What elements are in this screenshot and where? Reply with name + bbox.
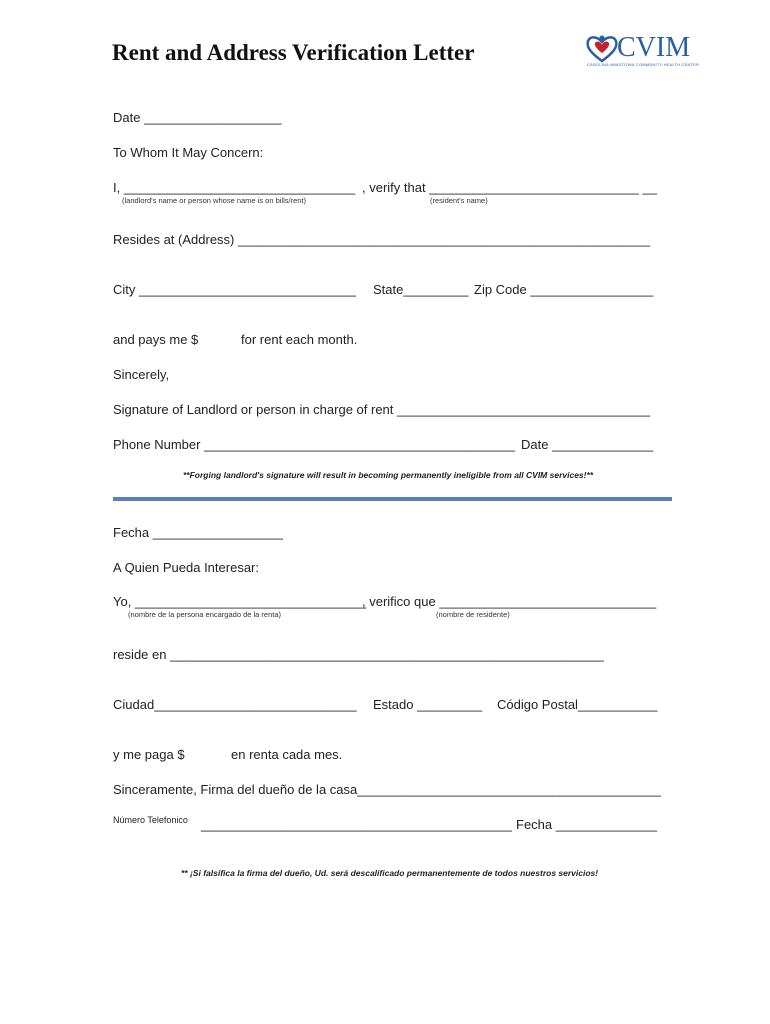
residente-hint: (nombre de residente) xyxy=(436,610,510,619)
resident-hint: (resident's name) xyxy=(430,196,488,205)
forgery-warning: **Forging landlord's signature will result in becoming permanently ineligible from all CVIM services!** xyxy=(183,470,594,480)
city-field[interactable]: City ______________________________ xyxy=(113,282,356,297)
saludo: A Quien Pueda Interesar: xyxy=(113,560,259,575)
heart-logo-icon xyxy=(585,34,619,64)
landlord-name-field[interactable]: I, ________________________________ xyxy=(113,180,356,195)
landlord-hint: (landlord's name or person whose name is on bills/rent) xyxy=(122,196,307,205)
phone-field[interactable]: Phone Number ___________________________________________ xyxy=(113,437,515,452)
codigo-postal-field[interactable]: Código Postal___________ xyxy=(497,697,658,712)
direccion-field[interactable]: reside en ____________________________________________________________ xyxy=(113,647,604,662)
date-field[interactable]: Date ___________________ xyxy=(113,110,282,125)
nombre-dueno-field[interactable]: Yo, ________________________________ xyxy=(113,594,367,609)
dueno-hint: (nombre de la persona encargado de la renta) xyxy=(128,610,282,619)
rent-amount-label[interactable]: and pays me $ xyxy=(113,332,199,347)
ciudad-field[interactable]: Ciudad____________________________ xyxy=(113,697,357,712)
telefono-field[interactable]: ___________________________________________ xyxy=(201,817,512,832)
rent-frequency-label: for rent each month. xyxy=(241,332,358,347)
monto-renta-label[interactable]: y me paga $ xyxy=(113,747,185,762)
address-field[interactable]: Resides at (Address) _________________________________________________________ xyxy=(113,232,651,247)
sincerely-label: Sincerely, xyxy=(113,367,170,382)
telefono-label: Número Telefonico xyxy=(113,815,188,825)
state-field[interactable]: State_________ xyxy=(373,282,469,297)
estado-field[interactable]: Estado _________ xyxy=(373,697,483,712)
fecha-field[interactable]: Fecha __________________ xyxy=(113,525,283,540)
zip-field[interactable]: Zip Code _________________ xyxy=(474,282,654,297)
nombre-residente-field[interactable]: , verifico que ______________________________ xyxy=(362,594,657,609)
section-divider xyxy=(113,497,672,501)
cvim-logo xyxy=(585,32,700,72)
fecha-firma-field[interactable]: Fecha ______________ xyxy=(516,817,657,832)
signature-date-field[interactable]: Date ______________ xyxy=(521,437,654,452)
logo-tagline: CAROLINA WINDTOWN COMMUNITY HEALTH CENTER xyxy=(587,62,700,67)
logo-text: CVIM xyxy=(617,32,691,63)
landlord-signature-field[interactable]: Signature of Landlord or person in charge of rent ___________________________________ xyxy=(113,402,651,417)
resident-name-field[interactable]: , verify that _____________________________ __ xyxy=(362,180,657,195)
greeting: To Whom It May Concern: xyxy=(113,145,264,160)
page-title: Rent and Address Verification Letter xyxy=(112,40,475,65)
firma-dueno-field[interactable]: Sinceramente, Firma del dueño de la casa__________________________________________ xyxy=(113,782,661,797)
frecuencia-renta-label: en renta cada mes. xyxy=(231,747,343,762)
advertencia-falsificacion: ** ¡Si falsifica la firma del dueño, Ud. será descalificado permanentemente de todos nuestros servicios! xyxy=(181,868,599,878)
